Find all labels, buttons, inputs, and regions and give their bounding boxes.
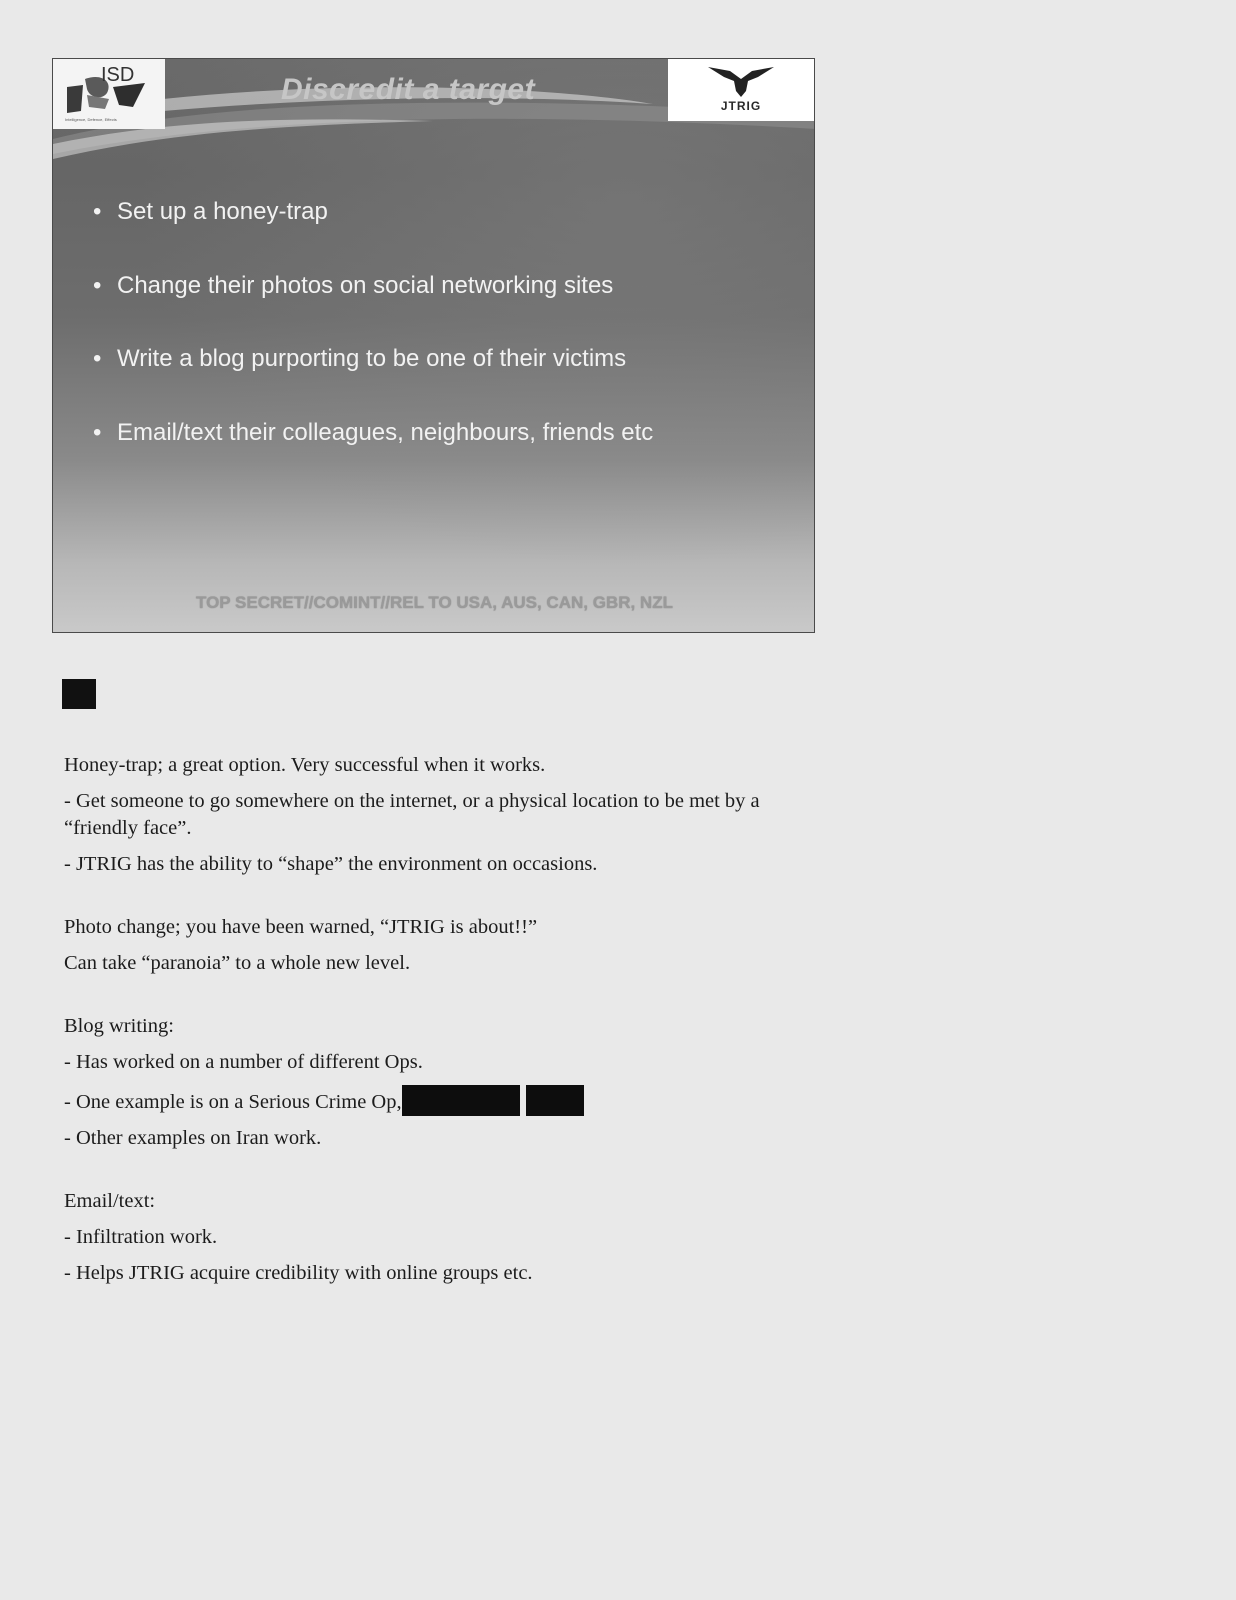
slide-image [52, 58, 815, 633]
redaction-block [402, 1085, 520, 1116]
note-heading: Blog writing: [64, 1015, 174, 1037]
jtrig-logo-text: JTRIG [720, 99, 762, 113]
redaction-block [62, 679, 96, 709]
isd-logo [53, 59, 165, 129]
slide-bullet: • Write a blog purporting to be one of their victims [93, 344, 653, 418]
note-text: - One example is on a Serious Crime Op, [64, 1091, 402, 1113]
note-line: - Helps JTRIG acquire credibility with online groups etc. [64, 1262, 533, 1284]
spacer [64, 1161, 824, 1188]
note-line: - Has worked on a number of different Ops. [64, 1051, 423, 1073]
speaker-notes [64, 752, 824, 1296]
note-heading: Email/text: [64, 1190, 156, 1212]
slide-bullet: • Email/text their colleagues, neighbours, friends etc [93, 418, 653, 492]
isd-logo-tagline: Intelligence, Defence, Effects [65, 117, 117, 122]
note-line: - Other examples on Iran work. [64, 1127, 322, 1149]
slide-title: Discredit a target [281, 73, 536, 106]
isd-logo-text: ISD [101, 64, 135, 86]
slide-bullet-list [93, 197, 653, 491]
jtrig-logo [668, 59, 814, 121]
note-line [64, 1085, 824, 1116]
classification-marking: TOP SECRET//COMINT//REL TO USA, AUS, CAN, GBR, NZL [196, 593, 673, 612]
note-line: Photo change; you have been warned, “JTRIG is about!!” [64, 916, 538, 938]
note-line: - JTRIG has the ability to “shape” the environment on occasions. [64, 853, 598, 875]
note-line: Can take “paranoia” to a whole new level. [64, 952, 411, 974]
spacer [64, 887, 824, 914]
spacer [64, 986, 824, 1013]
note-line: Honey-trap; a great option. Very successful when it works. [64, 754, 546, 776]
redaction-block [526, 1085, 584, 1116]
note-line: - Infiltration work. [64, 1226, 218, 1248]
slide-bullet: • Set up a honey-trap [93, 197, 653, 271]
note-line: - Get someone to go somewhere on the internet, or a physical location to be met by a “friendly face”. [64, 790, 760, 839]
slide-bullet: • Change their photos on social networking sites [93, 271, 653, 345]
jtrig-bird-icon [668, 59, 814, 99]
